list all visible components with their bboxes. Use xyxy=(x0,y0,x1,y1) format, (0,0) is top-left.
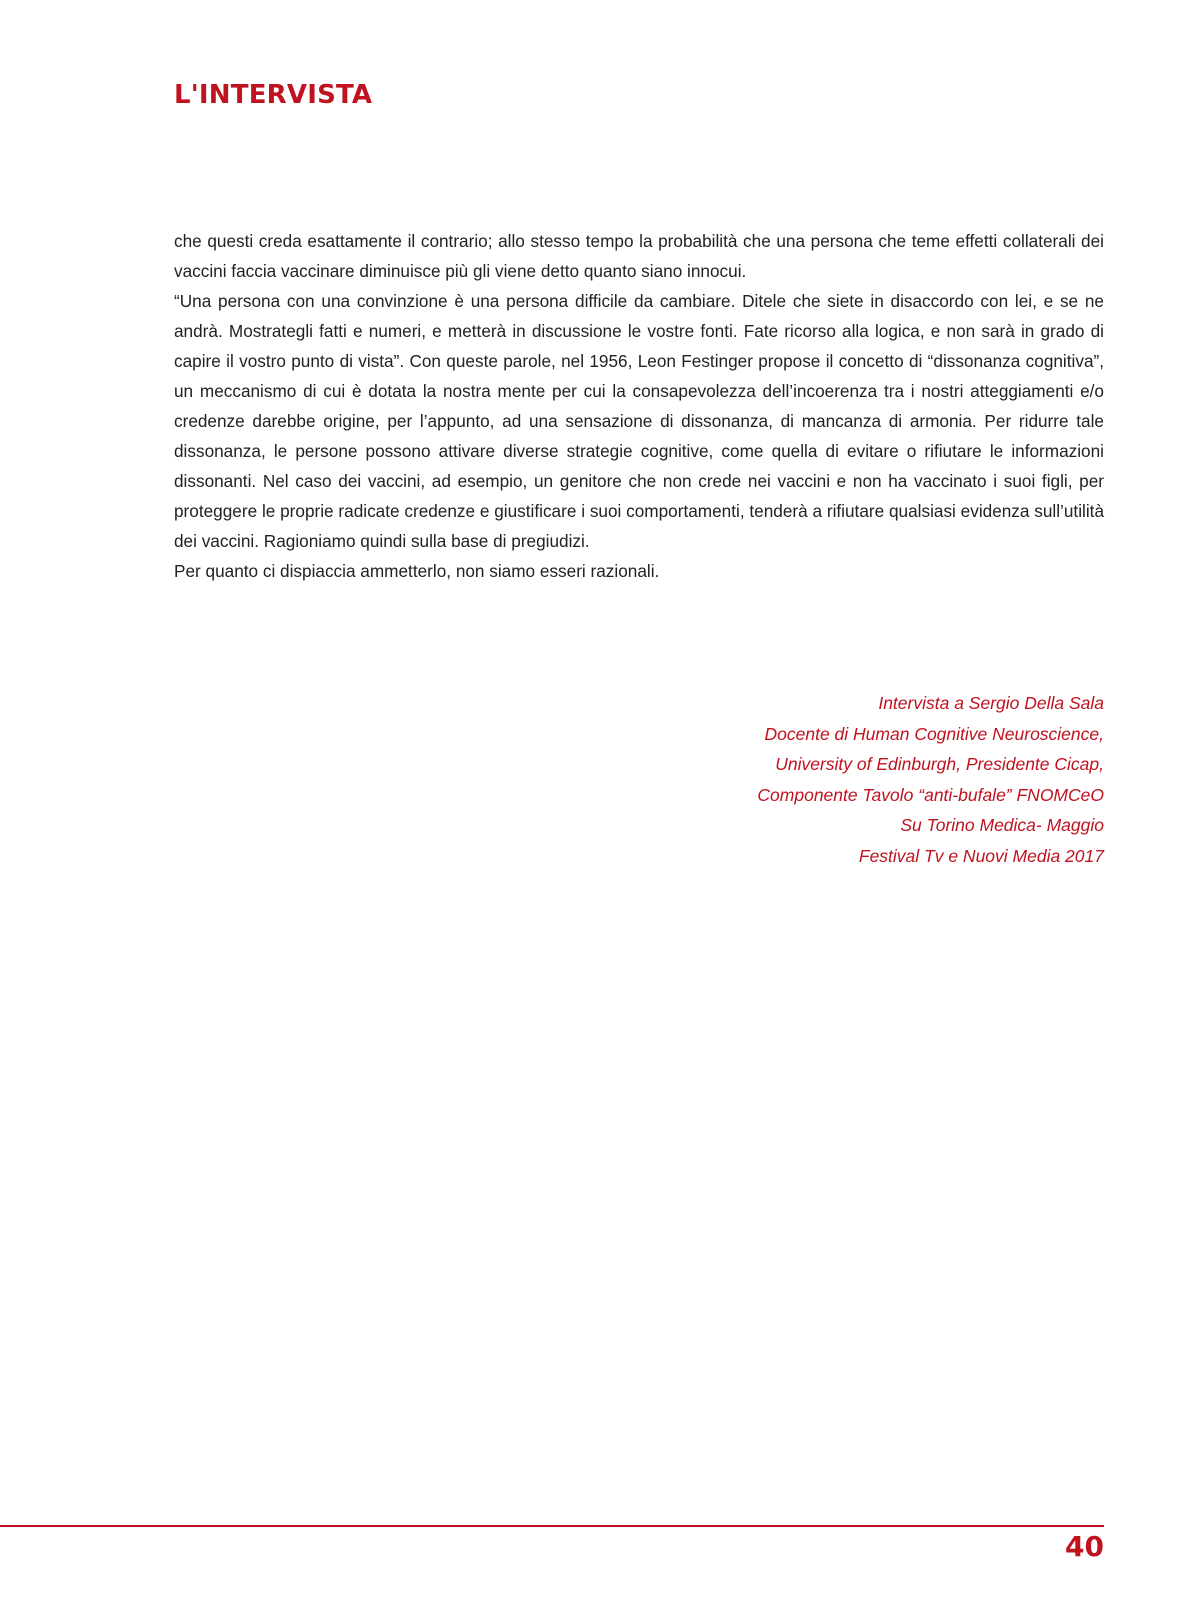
signature-line: Componente Tavolo “anti-bufale” FNOMCeO xyxy=(757,784,1104,805)
signature-line: Docente di Human Cognitive Neuroscience, xyxy=(764,723,1104,744)
page-number: 40 xyxy=(1065,1530,1104,1563)
signature-line: Intervista a Sergio Della Sala xyxy=(878,693,1104,713)
article-paragraph: Per quanto ci dispiaccia ammetterlo, non siamo esseri razionali. xyxy=(174,561,660,581)
article-body xyxy=(174,226,1104,586)
signature-line: Festival Tv e Nuovi Media 2017 xyxy=(858,845,1104,866)
article-paragraph: “Una persona con una convinzione è una persona difficile da cambiare. Ditele che siete in disaccordo con lei, e se ne andrà. Mostrategli fatti e numeri, e metterà in discussione le vostre fonti. Fate ricorso alla logica, e non sarà in grado di capire il vostro punto di vista”. Con queste parole, nel 1956, Leon Festinger propose il concetto di “dissonanza cognitiva”, un meccanismo di cui è dotata la nostra mente per cui la consapevolezza dell’incoerenza tra i nostri atteggiamenti e/o credenze darebbe origine, per l’appunto, ad una sensazione di dissonanza, di mancanza di armonia. Per ridurre tale dissonanza, le persone possono attivare diverse strategie cognitive, come quella di evitare o rifiutare le informazioni dissonanti. Nel caso dei vaccini, ad esempio, un genitore che non crede nei vaccini e non ha vaccinato i suoi figli, per proteggere le proprie radicate credenze e giustificare i suoi comportamenti, tenderà a rifiutare qualsiasi evidenza sull’utilità dei vaccini. Ragioniamo quindi sulla base di pregiudizi. xyxy=(174,291,1104,551)
footer-divider xyxy=(0,1525,1104,1527)
signature-line: University of Edinburgh, Presidente Cicap, xyxy=(775,754,1104,774)
interview-signature xyxy=(757,688,1104,871)
signature-line: Su Torino Medica- Maggio xyxy=(900,815,1104,835)
section-title: L'INTERVISTA xyxy=(174,80,373,110)
article-paragraph: che questi creda esattamente il contrario; allo stesso tempo la probabilità che una persona che teme effetti collaterali dei vaccini faccia vaccinare diminuisce più gli viene detto quanto siano innocui. xyxy=(174,231,1104,281)
